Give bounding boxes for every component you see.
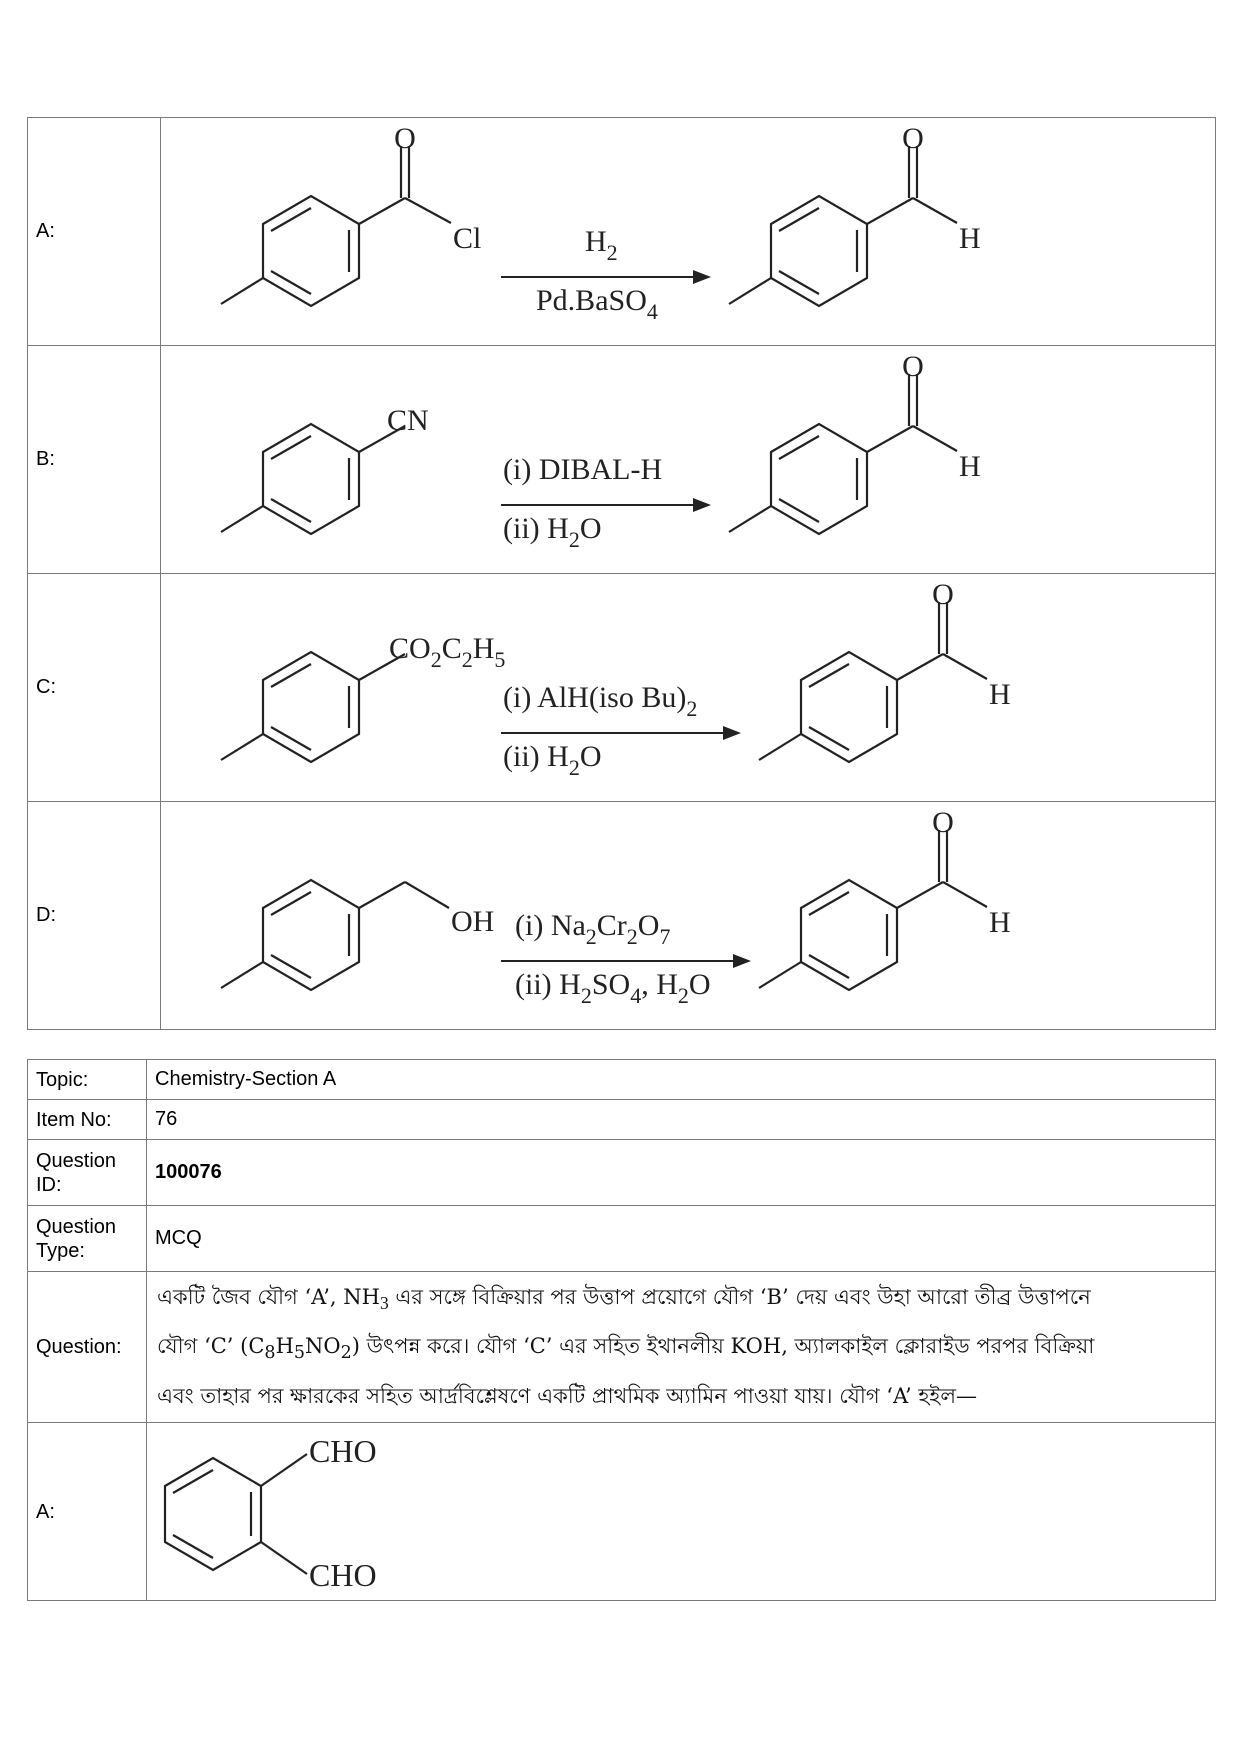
reactant-structure bbox=[221, 404, 429, 534]
answer-option-row bbox=[28, 1423, 1216, 1601]
item-label: Item No: bbox=[28, 1100, 147, 1140]
svg-text:(ii) H2SO4, H2O: (ii) $H_2SO_4$, $H_2O$ bbox=[515, 968, 711, 1008]
question-id-row bbox=[28, 1140, 1216, 1206]
product-oxygen: O bbox=[932, 806, 954, 839]
reaction-figure bbox=[161, 118, 1216, 346]
option-row-a bbox=[28, 118, 1216, 346]
reagent-top: (i) DIBAL-H bbox=[503, 453, 663, 486]
question-line-2: যৌগ ‘C’ $(C_8H_5NO_2)$ উৎপন্ন করে। যৌগ ‘C’ এর সহিত ইথানলীয় KOH, অ্যালকাইল ক্লোরাইড পরপর বিক্রিয়া bbox=[157, 1334, 1095, 1364]
reaction-figure bbox=[161, 574, 1216, 802]
reactant-structure bbox=[221, 632, 505, 762]
question-meta-table bbox=[27, 1059, 1216, 1601]
svg-text:(ii) H2O: (ii) $H_2O$ bbox=[503, 740, 602, 780]
reagent-bottom: (ii) H bbox=[503, 740, 569, 773]
svg-text:Pd.BaSO4: Pd.BaSO$_4$ bbox=[536, 284, 658, 324]
aldehyde-group-bottom: CHO bbox=[309, 1556, 377, 1593]
product-hydrogen: H bbox=[989, 678, 1011, 711]
answer-option-figure bbox=[147, 1423, 1216, 1601]
svg-text:(ii) H2O: (ii) $H_2O$ bbox=[503, 512, 602, 552]
option-label: B: bbox=[28, 346, 161, 574]
option-label: A: bbox=[28, 118, 161, 346]
reaction-arrow bbox=[501, 453, 711, 552]
question-type-value: MCQ bbox=[147, 1206, 1216, 1272]
reactant-substituent: OH bbox=[451, 905, 495, 938]
option-row-c bbox=[28, 574, 1216, 802]
reaction-scheme-a bbox=[161, 118, 1215, 345]
question-text bbox=[147, 1272, 1216, 1423]
product-hydrogen: H bbox=[989, 906, 1011, 939]
reaction-scheme-d bbox=[161, 802, 1215, 1029]
carbonyl-oxygen: O bbox=[394, 122, 416, 155]
item-value: 76 bbox=[147, 1100, 1216, 1140]
reagent-bottom: (ii) H bbox=[503, 512, 569, 545]
topic-value: Chemistry-Section A bbox=[147, 1060, 1216, 1100]
product-oxygen: O bbox=[902, 122, 924, 155]
reaction-arrow bbox=[501, 909, 751, 1008]
svg-text:(i) AlH(iso Bu)2: (i) AlH(iso $Bu)_2$ bbox=[503, 681, 698, 721]
product-structure bbox=[759, 578, 1011, 762]
option-row-b bbox=[28, 346, 1216, 574]
option-label: D: bbox=[28, 802, 161, 1030]
options-table bbox=[27, 117, 1216, 1030]
question-type-row bbox=[28, 1206, 1216, 1272]
reaction-scheme-c bbox=[161, 574, 1215, 801]
reagent-top: H bbox=[585, 225, 607, 258]
option-row-d bbox=[28, 802, 1216, 1030]
reactant-substituent: CN bbox=[387, 404, 429, 437]
aldehyde-group-top: CHO bbox=[309, 1432, 377, 1469]
question-line-1: একটি জৈব যৌগ ‘A’, $NH_3$ এর সঙ্গে বিক্রিয়ার পর উত্তাপ প্রয়োগে যৌগ ‘B’ দেয় এবং উহা আরো তীব্র উত্তাপনে bbox=[157, 1285, 1091, 1314]
svg-text:H2: $H_2$ bbox=[585, 225, 618, 265]
product-structure bbox=[759, 806, 1011, 990]
product-structure bbox=[729, 122, 981, 306]
question-id-value: 100076 bbox=[147, 1140, 1216, 1206]
product-hydrogen: H bbox=[959, 450, 981, 483]
reaction-figure bbox=[161, 802, 1216, 1030]
question-row bbox=[28, 1272, 1216, 1423]
topic-row bbox=[28, 1060, 1216, 1100]
reagent-top: (i) Na bbox=[515, 909, 586, 942]
reaction-arrow bbox=[501, 225, 711, 324]
product-oxygen: O bbox=[902, 350, 924, 383]
reactant-substituent: Cl bbox=[453, 222, 482, 255]
product-structure bbox=[729, 350, 981, 534]
question-line-3: এবং তাহার পর ক্ষারকের সহিত আর্দ্রবিশ্লেষণে একটি প্রাথমিক অ্যামিন পাওয়া যায়। যৌগ ‘A’ হইল— bbox=[157, 1384, 977, 1409]
option-label: C: bbox=[28, 574, 161, 802]
answer-option-label: A: bbox=[28, 1423, 147, 1601]
phthalaldehyde-structure bbox=[147, 1424, 1215, 1600]
reaction-arrow bbox=[501, 681, 741, 780]
question-type-label: Question Type: bbox=[28, 1206, 147, 1272]
svg-text:(i) Na2Cr2O7: (i) $Na_2Cr_2O_7$ bbox=[515, 909, 671, 949]
question-label: Question: bbox=[28, 1272, 147, 1423]
reaction-figure bbox=[161, 346, 1216, 574]
topic-label: Topic: bbox=[28, 1060, 147, 1100]
reagent-top: (i) AlH(iso Bu) bbox=[503, 681, 687, 714]
reaction-scheme-b bbox=[161, 346, 1215, 573]
product-oxygen: O bbox=[932, 578, 954, 611]
reactant-structure bbox=[221, 880, 494, 990]
reagent-bottom: Pd.BaSO bbox=[536, 284, 647, 317]
question-id-label: Question ID: bbox=[28, 1140, 147, 1206]
reactant-structure bbox=[221, 122, 481, 306]
reagent-bottom: (ii) H bbox=[515, 968, 581, 1001]
reactant-substituent: $CO_2C_2H_5$ bbox=[389, 632, 506, 672]
product-hydrogen: H bbox=[959, 222, 981, 255]
item-row bbox=[28, 1100, 1216, 1140]
